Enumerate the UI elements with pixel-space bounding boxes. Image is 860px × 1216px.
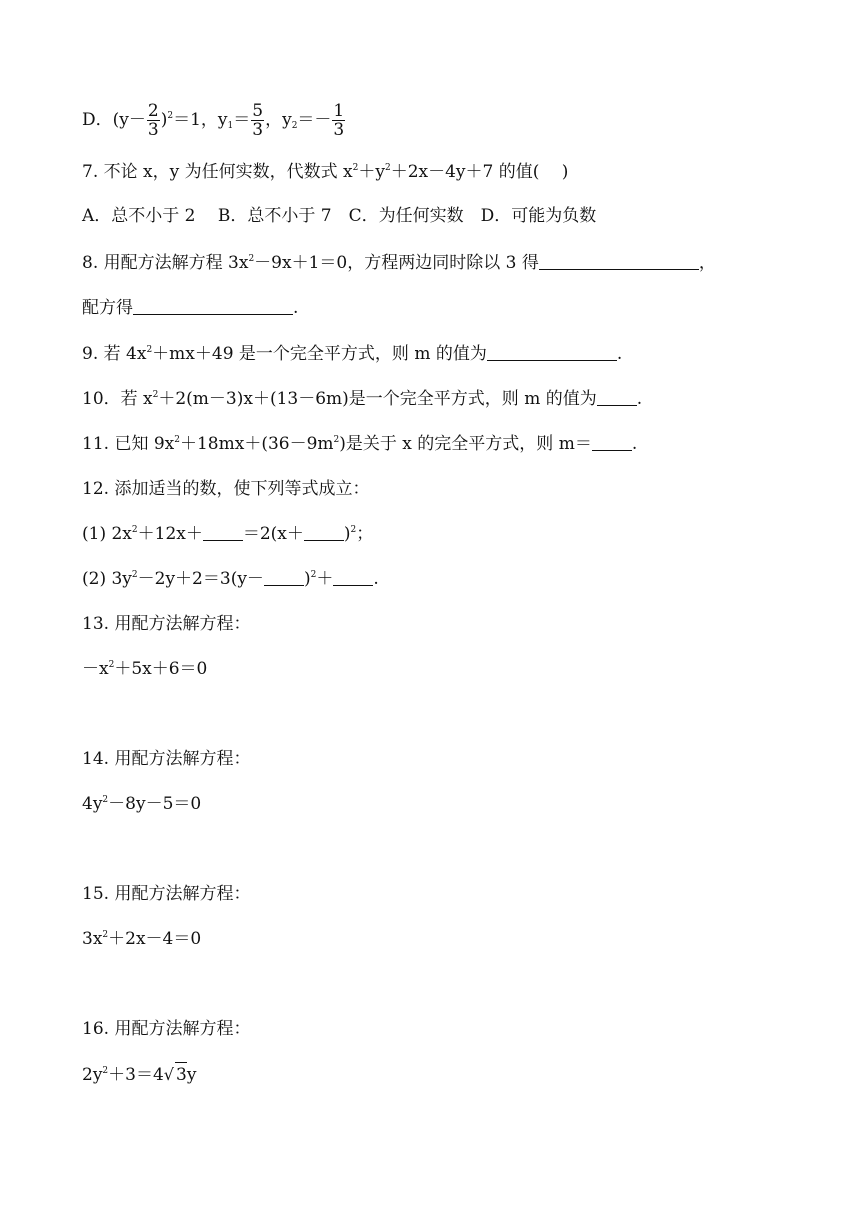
answer-blank[interactable]	[133, 296, 293, 315]
equation-part: －8y－5＝0	[108, 794, 202, 814]
question-15-title: 15. 用配方法解方程：	[82, 884, 251, 904]
equation-part: －x	[82, 659, 109, 679]
question-text: (2) 3y	[82, 569, 132, 589]
question-11	[82, 432, 637, 456]
question-text: ＋12x＋	[137, 524, 203, 544]
question-text: ＋	[316, 569, 334, 589]
question-text: (1) 2x	[82, 524, 132, 544]
question-12-part-2	[82, 567, 379, 591]
question-text: ＋y	[358, 162, 385, 182]
question-7	[82, 160, 568, 184]
question-15-equation	[82, 927, 201, 951]
question-text: －2y＋2＝3(y－	[137, 569, 264, 589]
expr-part: (y－	[112, 110, 146, 130]
question-7-options: A．总不小于 2 B．总不小于 7 C．为任何实数 D．可能为负数	[82, 206, 597, 226]
expr-part: ，y	[265, 110, 292, 130]
question-6-option-d	[82, 102, 346, 139]
exponent: 2	[131, 570, 138, 580]
question-text: －9x＋1＝0，方程两边同时除以 3 得	[254, 253, 539, 273]
expr-part: ＝1，y	[173, 110, 228, 130]
question-text: 11. 已知 9x	[82, 434, 175, 454]
question-text: ，	[698, 253, 716, 273]
exponent: 2	[102, 795, 109, 805]
question-12-part-1	[82, 522, 373, 546]
answer-blank[interactable]	[487, 342, 617, 361]
question-text: 9. 若 4x	[82, 344, 147, 364]
subscript: 2	[291, 121, 298, 131]
question-13-title: 13. 用配方法解方程：	[82, 614, 251, 634]
equation-part: 2y	[82, 1065, 103, 1085]
question-text: .	[631, 434, 638, 454]
exponent: 2	[152, 390, 159, 400]
answer-blank[interactable]	[264, 567, 304, 586]
fraction-two-thirds: $\frac{2}{3}$	[147, 101, 159, 140]
sqrt-icon: √	[163, 1065, 174, 1084]
question-12-title: 12. 添加适当的数，使下列等式成立：	[82, 479, 370, 499]
exponent: 2	[108, 660, 115, 670]
subscript: 1	[227, 121, 234, 131]
expr-part: ＝－	[297, 110, 332, 130]
question-text: ＝2(x＋	[242, 524, 304, 544]
exponent: 2	[131, 525, 138, 535]
question-text: 配方得	[82, 298, 133, 318]
exponent: 2	[352, 163, 359, 173]
question-text: .	[293, 298, 299, 318]
question-text: ＋18mx＋(36－9m	[179, 434, 334, 454]
question-text: 8. 用配方法解方程 3x	[82, 253, 249, 273]
equation-part: ＋3＝4	[108, 1065, 164, 1085]
question-text: 7. 不论 x，y 为任何实数，代数式 x	[82, 162, 353, 182]
equation-part: ＋2x－4＝0	[108, 929, 202, 949]
question-text: .	[373, 569, 379, 589]
fraction-one-third: $\frac{1}{3}$	[333, 101, 345, 140]
question-text: )是关于 x 的完全平方式，则 m＝	[339, 434, 592, 454]
question-text: .	[636, 389, 643, 409]
answer-blank[interactable]	[592, 432, 632, 451]
equation-part: 4y	[82, 794, 103, 814]
equation-part: 3x	[82, 929, 103, 949]
radicand: 3	[175, 1062, 187, 1087]
question-text: ；	[356, 524, 374, 544]
exponent: 2	[248, 254, 255, 264]
answer-blank[interactable]	[304, 522, 344, 541]
question-8-line-2	[82, 296, 298, 320]
question-text: ＋mx＋49 是一个完全平方式，则 m 的值为	[152, 344, 487, 364]
question-9	[82, 342, 622, 366]
question-text: ＋2x－4y＋7 的值( )	[390, 162, 569, 182]
fraction-five-thirds: $\frac{5}{3}$	[252, 101, 264, 140]
answer-blank[interactable]	[597, 387, 637, 406]
question-text: ＋2(m－3)x＋(13－6m)是一个完全平方式，则 m 的值为	[158, 389, 597, 409]
question-10	[82, 387, 642, 411]
exponent: 2	[384, 163, 391, 173]
question-8	[82, 251, 716, 275]
exponent: 2	[102, 1066, 109, 1076]
question-16-equation	[82, 1062, 196, 1087]
question-14-equation	[82, 792, 201, 816]
exponent: 2	[310, 570, 317, 580]
question-text: )	[343, 524, 351, 544]
question-13-equation	[82, 657, 207, 681]
answer-blank[interactable]	[203, 522, 243, 541]
exponent: 2	[333, 435, 340, 445]
question-16-title: 16. 用配方法解方程：	[82, 1019, 251, 1039]
expr-part: ＝	[233, 110, 251, 130]
exponent: 2	[102, 930, 109, 940]
exponent: 2	[174, 435, 180, 445]
question-14-title: 14. 用配方法解方程：	[82, 749, 251, 769]
exponent: 2	[350, 525, 357, 535]
expr-part: )	[160, 110, 168, 130]
question-text: .	[616, 344, 623, 364]
equation-part: y	[186, 1065, 197, 1085]
answer-blank[interactable]	[333, 567, 373, 586]
exponent: 2	[146, 345, 153, 355]
question-text: 10．若 x	[82, 389, 153, 409]
answer-blank[interactable]	[539, 251, 699, 270]
equation-part: ＋5x＋6＝0	[114, 659, 208, 679]
question-text: )	[303, 569, 311, 589]
exponent: 2	[167, 111, 174, 121]
option-d-label: D．	[82, 110, 113, 130]
